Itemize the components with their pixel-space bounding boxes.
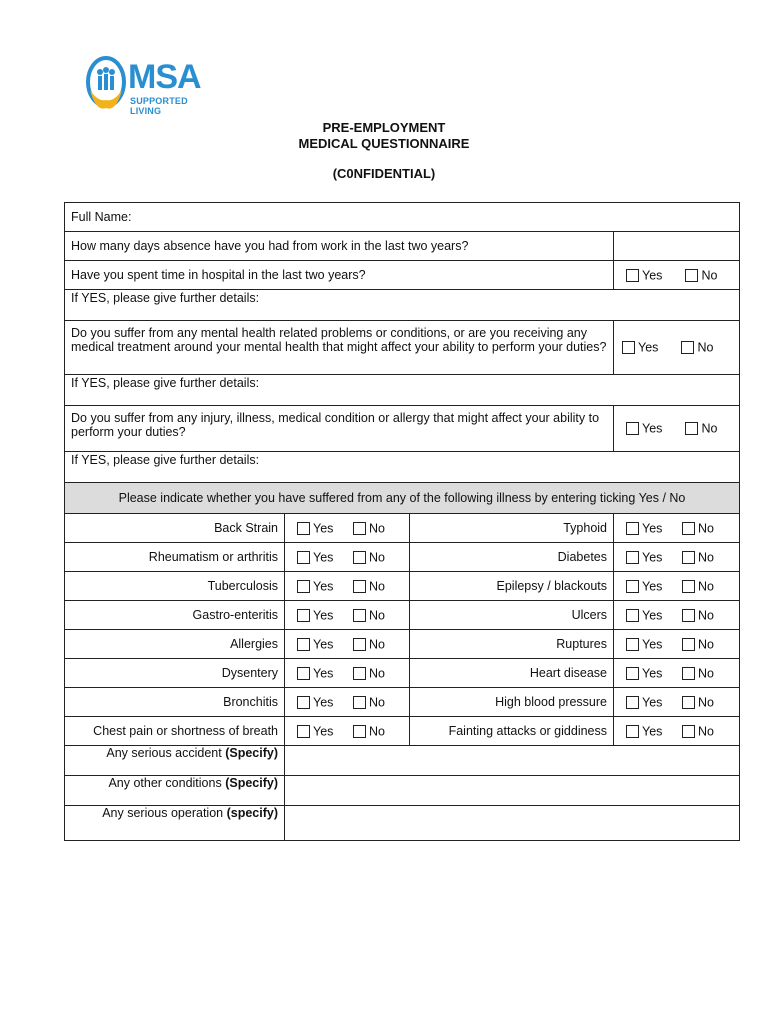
illness-left-yes-option[interactable] bbox=[297, 521, 353, 536]
illness-left-yes-option[interactable] bbox=[297, 608, 353, 623]
yes-label: Yes bbox=[313, 695, 334, 710]
illness-row bbox=[65, 717, 740, 746]
illness-left-no-option[interactable] bbox=[353, 637, 409, 652]
illness-left-label: Bronchitis bbox=[65, 688, 285, 717]
illness-row bbox=[65, 601, 740, 630]
injury-yes-no bbox=[614, 406, 740, 452]
illness-right-yes-option[interactable] bbox=[626, 550, 682, 565]
injury-yes-option[interactable] bbox=[626, 421, 682, 436]
specify-label-bold: (Specify) bbox=[225, 746, 278, 760]
injury-no-option[interactable] bbox=[685, 421, 741, 436]
specify-label bbox=[65, 806, 285, 841]
illness-right-label: Diabetes bbox=[410, 543, 614, 572]
illness-left-yes-no bbox=[285, 601, 410, 630]
illness-right-yes-option[interactable] bbox=[626, 695, 682, 710]
no-checkbox[interactable] bbox=[682, 609, 695, 622]
hospital-yes-no bbox=[614, 261, 740, 290]
illness-left-no-option[interactable] bbox=[353, 724, 409, 739]
yes-label: Yes bbox=[642, 421, 663, 436]
yes-checkbox[interactable] bbox=[626, 522, 639, 535]
mental-details-row bbox=[65, 375, 740, 406]
illness-left-yes-option[interactable] bbox=[297, 550, 353, 565]
yes-checkbox[interactable] bbox=[297, 667, 310, 680]
illness-left-yes-no bbox=[285, 572, 410, 601]
illness-left-label: Rheumatism or arthritis bbox=[65, 543, 285, 572]
illness-right-label: Ulcers bbox=[410, 601, 614, 630]
specify-row bbox=[65, 746, 740, 776]
illness-right-yes-option[interactable] bbox=[626, 637, 682, 652]
illness-left-yes-option[interactable] bbox=[297, 579, 353, 594]
illness-right-yes-option[interactable] bbox=[626, 608, 682, 623]
illness-row bbox=[65, 543, 740, 572]
yes-label: Yes bbox=[313, 608, 334, 623]
mental-details-field[interactable] bbox=[65, 375, 740, 406]
illness-header-row bbox=[65, 483, 740, 514]
illness-row bbox=[65, 572, 740, 601]
no-checkbox[interactable] bbox=[685, 422, 698, 435]
illness-right-yes-no bbox=[614, 572, 740, 601]
yes-checkbox[interactable] bbox=[626, 638, 639, 651]
illness-right-no-option[interactable] bbox=[682, 637, 738, 652]
yes-checkbox[interactable] bbox=[626, 609, 639, 622]
illness-right-yes-no bbox=[614, 717, 740, 746]
yes-label: Yes bbox=[642, 724, 663, 739]
specify-label-text: Any other conditions bbox=[108, 776, 226, 790]
no-checkbox[interactable] bbox=[685, 269, 698, 282]
illness-left-label: Back Strain bbox=[65, 514, 285, 543]
no-checkbox[interactable] bbox=[682, 696, 695, 709]
yes-label: Yes bbox=[642, 666, 663, 681]
no-label: No bbox=[698, 550, 714, 565]
no-label: No bbox=[698, 666, 714, 681]
mental-question: Do you suffer from any mental health related problems or conditions, or are you receiving any medical treatment around your mental health that might affect your ability to perform your duties? bbox=[65, 321, 614, 375]
mental-no-option[interactable] bbox=[681, 340, 737, 355]
illness-right-yes-option[interactable] bbox=[626, 579, 682, 594]
specify-input[interactable] bbox=[285, 776, 740, 806]
illness-row bbox=[65, 659, 740, 688]
illness-right-yes-no bbox=[614, 514, 740, 543]
absence-row bbox=[65, 232, 740, 261]
yes-checkbox[interactable] bbox=[626, 580, 639, 593]
yes-checkbox[interactable] bbox=[297, 551, 310, 564]
illness-header: Please indicate whether you have suffered from any of the following illness by entering ticking Yes / No bbox=[65, 483, 740, 514]
no-checkbox[interactable] bbox=[681, 341, 694, 354]
illness-left-no-option[interactable] bbox=[353, 579, 409, 594]
illness-right-no-option[interactable] bbox=[682, 550, 738, 565]
yes-checkbox[interactable] bbox=[297, 696, 310, 709]
illness-right-no-option[interactable] bbox=[682, 666, 738, 681]
illness-left-label: Gastro-enteritis bbox=[65, 601, 285, 630]
specify-input[interactable] bbox=[285, 746, 740, 776]
illness-left-yes-option[interactable] bbox=[297, 695, 353, 710]
illness-right-label: Ruptures bbox=[410, 630, 614, 659]
yes-label: Yes bbox=[313, 724, 334, 739]
details-label: If YES, please give further details: bbox=[71, 376, 260, 390]
no-label: No bbox=[369, 695, 385, 710]
yes-checkbox[interactable] bbox=[626, 725, 639, 738]
illness-left-yes-option[interactable] bbox=[297, 666, 353, 681]
no-label: No bbox=[698, 724, 714, 739]
specify-row bbox=[65, 806, 740, 841]
specify-label-bold: (Specify) bbox=[225, 776, 278, 790]
illness-right-yes-no bbox=[614, 688, 740, 717]
illness-right-label: Fainting attacks or giddiness bbox=[410, 717, 614, 746]
illness-right-yes-option[interactable] bbox=[626, 724, 682, 739]
illness-row bbox=[65, 514, 740, 543]
illness-right-label: Heart disease bbox=[410, 659, 614, 688]
yes-label: Yes bbox=[313, 637, 334, 652]
no-checkbox[interactable] bbox=[353, 696, 366, 709]
hospital-question: Have you spent time in hospital in the last two years? bbox=[65, 261, 614, 290]
yes-label: Yes bbox=[313, 579, 334, 594]
specify-label bbox=[65, 746, 285, 776]
illness-right-yes-no bbox=[614, 601, 740, 630]
illness-left-label: Tuberculosis bbox=[65, 572, 285, 601]
illness-right-no-option[interactable] bbox=[682, 521, 738, 536]
illness-left-yes-no bbox=[285, 659, 410, 688]
msa-logo bbox=[86, 56, 216, 116]
illness-left-no-option[interactable] bbox=[353, 550, 409, 565]
no-checkbox[interactable] bbox=[682, 522, 695, 535]
injury-question: Do you suffer from any injury, illness, medical condition or allergy that might affect your ability to perform your duties? bbox=[65, 406, 614, 452]
yes-label: Yes bbox=[313, 550, 334, 565]
illness-right-yes-no bbox=[614, 659, 740, 688]
no-checkbox[interactable] bbox=[353, 667, 366, 680]
details-label: If YES, please give further details: bbox=[71, 291, 260, 305]
illness-right-label: Typhoid bbox=[410, 514, 614, 543]
illness-left-label: Allergies bbox=[65, 630, 285, 659]
illness-left-yes-no bbox=[285, 543, 410, 572]
specify-input[interactable] bbox=[285, 806, 740, 841]
no-label: No bbox=[701, 268, 718, 283]
full-name-row bbox=[65, 203, 740, 232]
mental-row bbox=[65, 321, 740, 375]
absence-question: How many days absence have you had from work in the last two years? bbox=[65, 232, 614, 261]
no-label: No bbox=[698, 608, 714, 623]
illness-right-yes-no bbox=[614, 630, 740, 659]
illness-left-label: Chest pain or shortness of breath bbox=[65, 717, 285, 746]
illness-left-yes-no bbox=[285, 514, 410, 543]
yes-label: Yes bbox=[642, 550, 663, 565]
no-label: No bbox=[369, 666, 385, 681]
no-label: No bbox=[698, 521, 714, 536]
specify-label-text: Any serious operation bbox=[102, 806, 227, 820]
illness-right-yes-option[interactable] bbox=[626, 521, 682, 536]
no-label: No bbox=[369, 637, 385, 652]
yes-label: Yes bbox=[313, 521, 334, 536]
hospital-details-field[interactable] bbox=[65, 290, 740, 321]
illness-left-no-option[interactable] bbox=[353, 695, 409, 710]
yes-label: Yes bbox=[642, 268, 663, 283]
no-label: No bbox=[369, 724, 385, 739]
yes-checkbox[interactable] bbox=[297, 522, 310, 535]
illness-left-yes-no bbox=[285, 688, 410, 717]
injury-details-field[interactable] bbox=[65, 452, 740, 483]
no-label: No bbox=[369, 608, 385, 623]
no-label: No bbox=[701, 421, 718, 436]
yes-checkbox[interactable] bbox=[622, 341, 635, 354]
yes-label: Yes bbox=[642, 695, 663, 710]
yes-label: Yes bbox=[638, 340, 659, 355]
no-checkbox[interactable] bbox=[353, 551, 366, 564]
illness-right-no-option[interactable] bbox=[682, 695, 738, 710]
mental-yes-no bbox=[614, 321, 740, 375]
no-checkbox[interactable] bbox=[682, 725, 695, 738]
yes-label: Yes bbox=[642, 521, 663, 536]
illness-left-yes-no bbox=[285, 717, 410, 746]
yes-label: Yes bbox=[313, 666, 334, 681]
yes-checkbox[interactable] bbox=[626, 422, 639, 435]
logo-brand: MSA bbox=[128, 58, 201, 96]
illness-left-yes-no bbox=[285, 630, 410, 659]
no-label: No bbox=[698, 637, 714, 652]
yes-checkbox[interactable] bbox=[297, 580, 310, 593]
full-name-field[interactable] bbox=[65, 203, 740, 232]
illness-left-yes-option[interactable] bbox=[297, 724, 353, 739]
hospital-yes-option[interactable] bbox=[626, 268, 682, 283]
illness-right-no-option[interactable] bbox=[682, 579, 738, 594]
no-checkbox[interactable] bbox=[353, 638, 366, 651]
illness-right-no-option[interactable] bbox=[682, 724, 738, 739]
illness-right-yes-no bbox=[614, 543, 740, 572]
document-titles bbox=[0, 120, 768, 181]
title-line-1: PRE-EMPLOYMENT bbox=[322, 120, 446, 135]
yes-label: Yes bbox=[642, 579, 663, 594]
yes-checkbox[interactable] bbox=[626, 551, 639, 564]
specify-label-bold: (specify) bbox=[226, 806, 278, 820]
no-label: No bbox=[698, 579, 714, 594]
questionnaire-table bbox=[64, 202, 740, 841]
specify-label bbox=[65, 776, 285, 806]
yes-label: Yes bbox=[642, 608, 663, 623]
hospital-no-option[interactable] bbox=[685, 268, 741, 283]
hospital-details-row bbox=[65, 290, 740, 321]
details-label: If YES, please give further details: bbox=[71, 453, 260, 467]
yes-checkbox[interactable] bbox=[626, 667, 639, 680]
no-label: No bbox=[369, 521, 385, 536]
injury-row bbox=[65, 406, 740, 452]
no-checkbox[interactable] bbox=[353, 609, 366, 622]
illness-right-yes-option[interactable] bbox=[626, 666, 682, 681]
illness-right-label: High blood pressure bbox=[410, 688, 614, 717]
illness-row bbox=[65, 688, 740, 717]
yes-checkbox[interactable] bbox=[626, 696, 639, 709]
no-checkbox[interactable] bbox=[682, 638, 695, 651]
illness-row bbox=[65, 630, 740, 659]
no-checkbox[interactable] bbox=[353, 580, 366, 593]
specify-label-text: Any serious accident bbox=[106, 746, 226, 760]
hospital-row bbox=[65, 261, 740, 290]
title-line-2: MEDICAL QUESTIONNAIRE bbox=[298, 136, 470, 151]
no-label: No bbox=[697, 340, 714, 355]
no-label: No bbox=[369, 550, 385, 565]
yes-checkbox[interactable] bbox=[626, 269, 639, 282]
yes-checkbox[interactable] bbox=[297, 725, 310, 738]
illness-left-yes-option[interactable] bbox=[297, 637, 353, 652]
mental-yes-option[interactable] bbox=[622, 340, 678, 355]
no-checkbox[interactable] bbox=[682, 551, 695, 564]
illness-right-label: Epilepsy / blackouts bbox=[410, 572, 614, 601]
no-checkbox[interactable] bbox=[682, 580, 695, 593]
illness-left-no-option[interactable] bbox=[353, 666, 409, 681]
people-hands-icon bbox=[86, 56, 130, 116]
illness-left-no-option[interactable] bbox=[353, 521, 409, 536]
illness-right-no-option[interactable] bbox=[682, 608, 738, 623]
illness-left-label: Dysentery bbox=[65, 659, 285, 688]
injury-details-row bbox=[65, 452, 740, 483]
no-checkbox[interactable] bbox=[353, 522, 366, 535]
no-checkbox[interactable] bbox=[682, 667, 695, 680]
full-name-label: Full Name: bbox=[71, 210, 132, 224]
logo-tagline: SUPPORTED LIVING bbox=[130, 96, 188, 116]
confidential-label: (C0NFIDENTIAL) bbox=[332, 166, 436, 181]
illness-left-no-option[interactable] bbox=[353, 608, 409, 623]
no-label: No bbox=[369, 579, 385, 594]
no-checkbox[interactable] bbox=[353, 725, 366, 738]
yes-checkbox[interactable] bbox=[297, 638, 310, 651]
no-label: No bbox=[698, 695, 714, 710]
absence-days-input[interactable] bbox=[614, 232, 740, 261]
yes-checkbox[interactable] bbox=[297, 609, 310, 622]
yes-label: Yes bbox=[642, 637, 663, 652]
specify-row bbox=[65, 776, 740, 806]
